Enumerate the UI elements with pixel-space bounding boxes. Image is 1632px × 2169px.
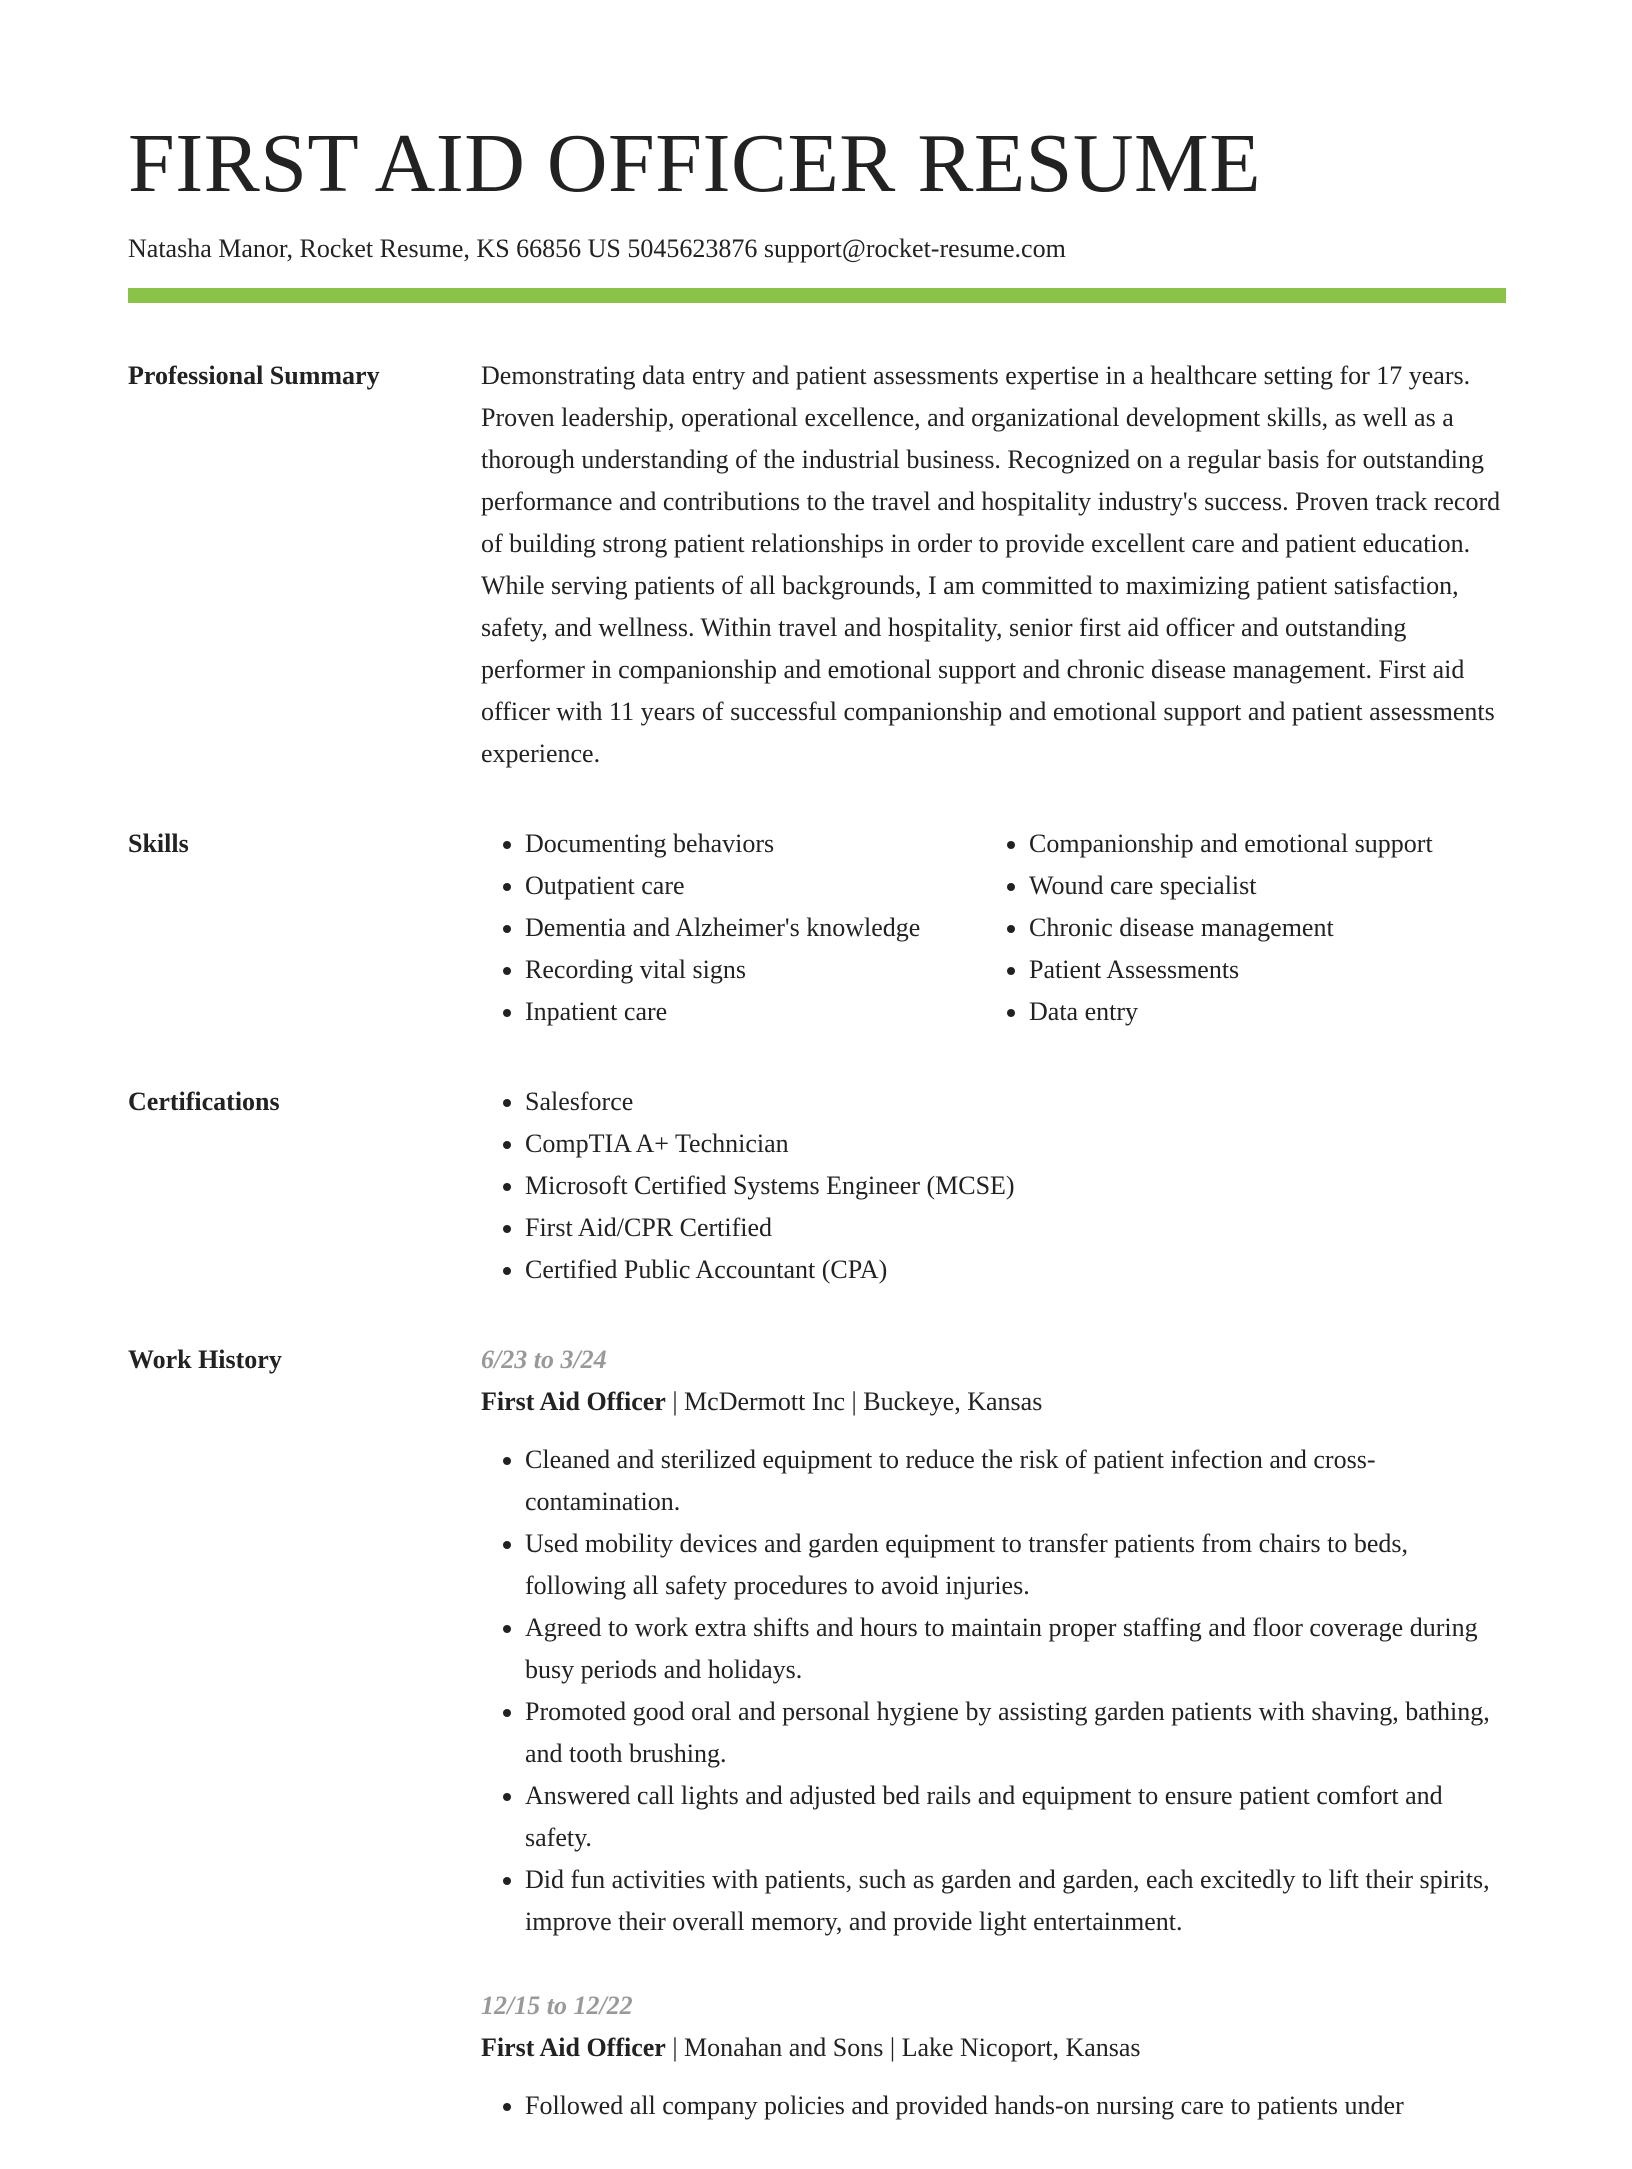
skills-list-column-2 (985, 823, 1433, 1033)
list-item: • Did fun activities with patients, such as garden and garden, each excitedly to lift their spirits, improve their overall memory, and provide light entertainment. (525, 1859, 1506, 1943)
list-item: • Companionship and emotional support (1029, 823, 1433, 865)
contact-info: Natasha Manor, Rocket Resume, KS 66856 US 5045623876 support@rocket-resume.com (128, 234, 1066, 264)
list-item: • Microsoft Certified Systems Engineer (MCSE) (525, 1165, 1506, 1207)
list-item: • First Aid/CPR Certified (525, 1207, 1506, 1249)
job-company-location: | McDermott Inc | Buckeye, Kansas (665, 1387, 1043, 1417)
list-item: • Documenting behaviors (525, 823, 985, 865)
certifications-list (481, 1081, 1506, 1291)
section-label-summary: Professional Summary (128, 361, 380, 391)
list-item: • Recording vital signs (525, 949, 985, 991)
job-company-location: | Monahan and Sons | Lake Nicoport, Kansas (665, 2033, 1141, 2063)
job-duties-list (481, 2085, 1506, 2127)
list-item: • Data entry (1029, 991, 1433, 1033)
list-item: • Patient Assessments (1029, 949, 1433, 991)
list-item: • Chronic disease management (1029, 907, 1433, 949)
list-item: • Promoted good oral and personal hygiene by assisting garden patients with shaving, bathing, and tooth brushing. (525, 1691, 1506, 1775)
list-item: • Followed all company policies and provided hands-on nursing care to patients under (525, 2085, 1506, 2127)
list-item: • Wound care specialist (1029, 865, 1433, 907)
list-item: • Certified Public Accountant (CPA) (525, 1249, 1506, 1291)
job-title-line (481, 1381, 1506, 1423)
resume-page (128, 118, 1506, 2169)
job-title: First Aid Officer (481, 2033, 666, 2063)
job-dates: 6/23 to 3/24 (481, 1345, 607, 1375)
list-item: • Inpatient care (525, 991, 985, 1033)
summary-text: Demonstrating data entry and patient assessments expertise in a healthcare setting for 17 years. Proven leadership, operational excellence, and organizational development skills, as well as a thorough understanding of the industrial business. Recognized on a regular basis for outstanding performance and contributions to the travel and hospitality industry's success. Proven track record of building strong patient relationships in order to provide excellent care and patient education. While serving patients of all backgrounds, I am committed to maximizing patient satisfaction, safety, and wellness. Within travel and hospitality, senior first aid officer and outstanding performer in companionship and emotional support and chronic disease management. First aid officer with 11 years of successful companionship and emotional support and patient assessments experience. (481, 361, 1501, 769)
job-dates: 12/15 to 12/22 (481, 1991, 633, 2021)
job-entry (481, 1985, 1506, 2127)
professional-summary-section (128, 355, 1506, 775)
skills-list-column-1 (481, 823, 985, 1033)
list-item: • Dementia and Alzheimer's knowledge (525, 907, 985, 949)
list-item: • Outpatient care (525, 865, 985, 907)
job-title-line (481, 2027, 1506, 2069)
work-history-section (128, 1339, 1506, 2169)
list-item: • Agreed to work extra shifts and hours to maintain proper staffing and floor coverage during busy periods and holidays. (525, 1607, 1506, 1691)
list-item: • Answered call lights and adjusted bed rails and equipment to ensure patient comfort and safety. (525, 1775, 1506, 1859)
list-item: • CompTIA A+ Technician (525, 1123, 1506, 1165)
header-divider (128, 288, 1506, 303)
skills-section (128, 823, 1506, 1033)
job-entry (481, 1339, 1506, 1943)
list-item: • Cleaned and sterilized equipment to reduce the risk of patient infection and cross-contamination. (525, 1439, 1506, 1523)
section-label-work-history: Work History (128, 1345, 282, 1375)
job-title: First Aid Officer (481, 1387, 666, 1417)
job-duties-list (481, 1439, 1506, 1943)
section-label-skills: Skills (128, 829, 189, 859)
certifications-section (128, 1081, 1506, 1291)
section-label-certifications: Certifications (128, 1087, 280, 1117)
resume-title: FIRST AID OFFICER RESUME (128, 117, 1262, 210)
list-item: • Used mobility devices and garden equipment to transfer patients from chairs to beds, following all safety procedures to avoid injuries. (525, 1523, 1506, 1607)
list-item: • Salesforce (525, 1081, 1506, 1123)
